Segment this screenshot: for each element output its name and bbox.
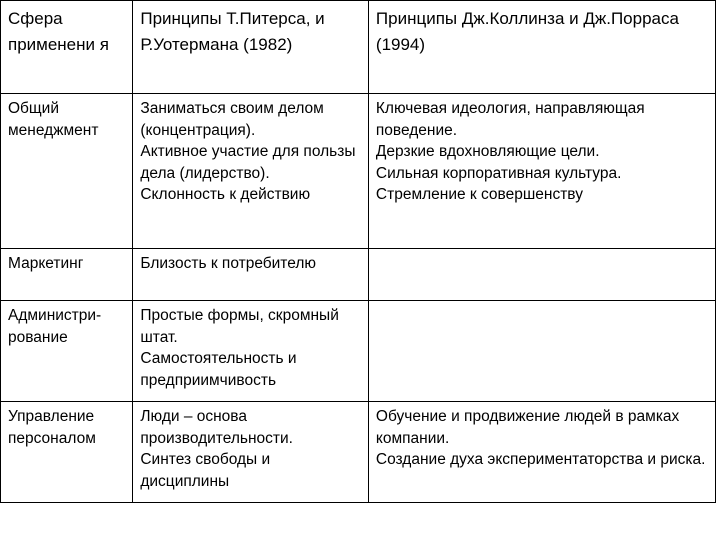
header-row bbox=[1, 1, 716, 94]
table-row bbox=[1, 301, 716, 402]
row-peters-cell bbox=[133, 402, 369, 503]
row-sphere-cell: Администри- рование bbox=[1, 301, 133, 402]
cell-line: Самостоятельность и предприимчивость bbox=[140, 350, 297, 389]
header-peters-waterman: Принципы Т.Питерса, и Р.Уотермана (1982) bbox=[133, 1, 369, 94]
row-collins-cell bbox=[368, 402, 715, 503]
row-collins-cell bbox=[368, 94, 715, 249]
cell-line: Активное участие для пользы дела (лидерство). bbox=[140, 143, 356, 182]
header-collins-porras: Принципы Дж.Коллинза и Дж.Порраса (1994) bbox=[368, 1, 715, 94]
row-sphere-cell: Общий менеджмент bbox=[1, 94, 133, 249]
cell-line: Синтез свободы и дисциплины bbox=[140, 451, 271, 490]
cell-line: Создание духа экспериментаторства и риска. bbox=[375, 451, 706, 469]
row-peters-cell bbox=[133, 249, 369, 301]
cell-line: Дерзкие вдохновляющие цели. bbox=[375, 143, 600, 161]
cell-line: Заниматься своим делом (концентрация). bbox=[140, 100, 324, 139]
row-sphere-cell: Управление персоналом bbox=[1, 402, 133, 503]
row-collins-cell bbox=[368, 249, 715, 301]
table-row bbox=[1, 249, 716, 301]
table-row bbox=[1, 94, 716, 249]
cell-line: Стремление к совершенству bbox=[375, 186, 583, 204]
cell-line: Сильная корпоративная культура. bbox=[375, 164, 622, 182]
cell-line: Склонность к действию bbox=[140, 186, 311, 204]
cell-line: Ключевая идеология, направляющая поведение. bbox=[375, 100, 645, 139]
row-sphere-cell: Маркетинг bbox=[1, 249, 133, 301]
cell-line: Близость к потребителю bbox=[140, 255, 317, 272]
row-collins-cell bbox=[368, 301, 715, 402]
table-row bbox=[1, 402, 716, 503]
header-sphere: Сфера применени я bbox=[1, 1, 133, 94]
cell-line: Простые формы, скромный штат. bbox=[140, 307, 339, 346]
row-peters-cell bbox=[133, 94, 369, 249]
cell-line: Обучение и продвижение людей в рамках компании. bbox=[375, 408, 680, 447]
cell-line: Люди – основа производительности. bbox=[140, 408, 293, 447]
row-peters-cell bbox=[133, 301, 369, 402]
